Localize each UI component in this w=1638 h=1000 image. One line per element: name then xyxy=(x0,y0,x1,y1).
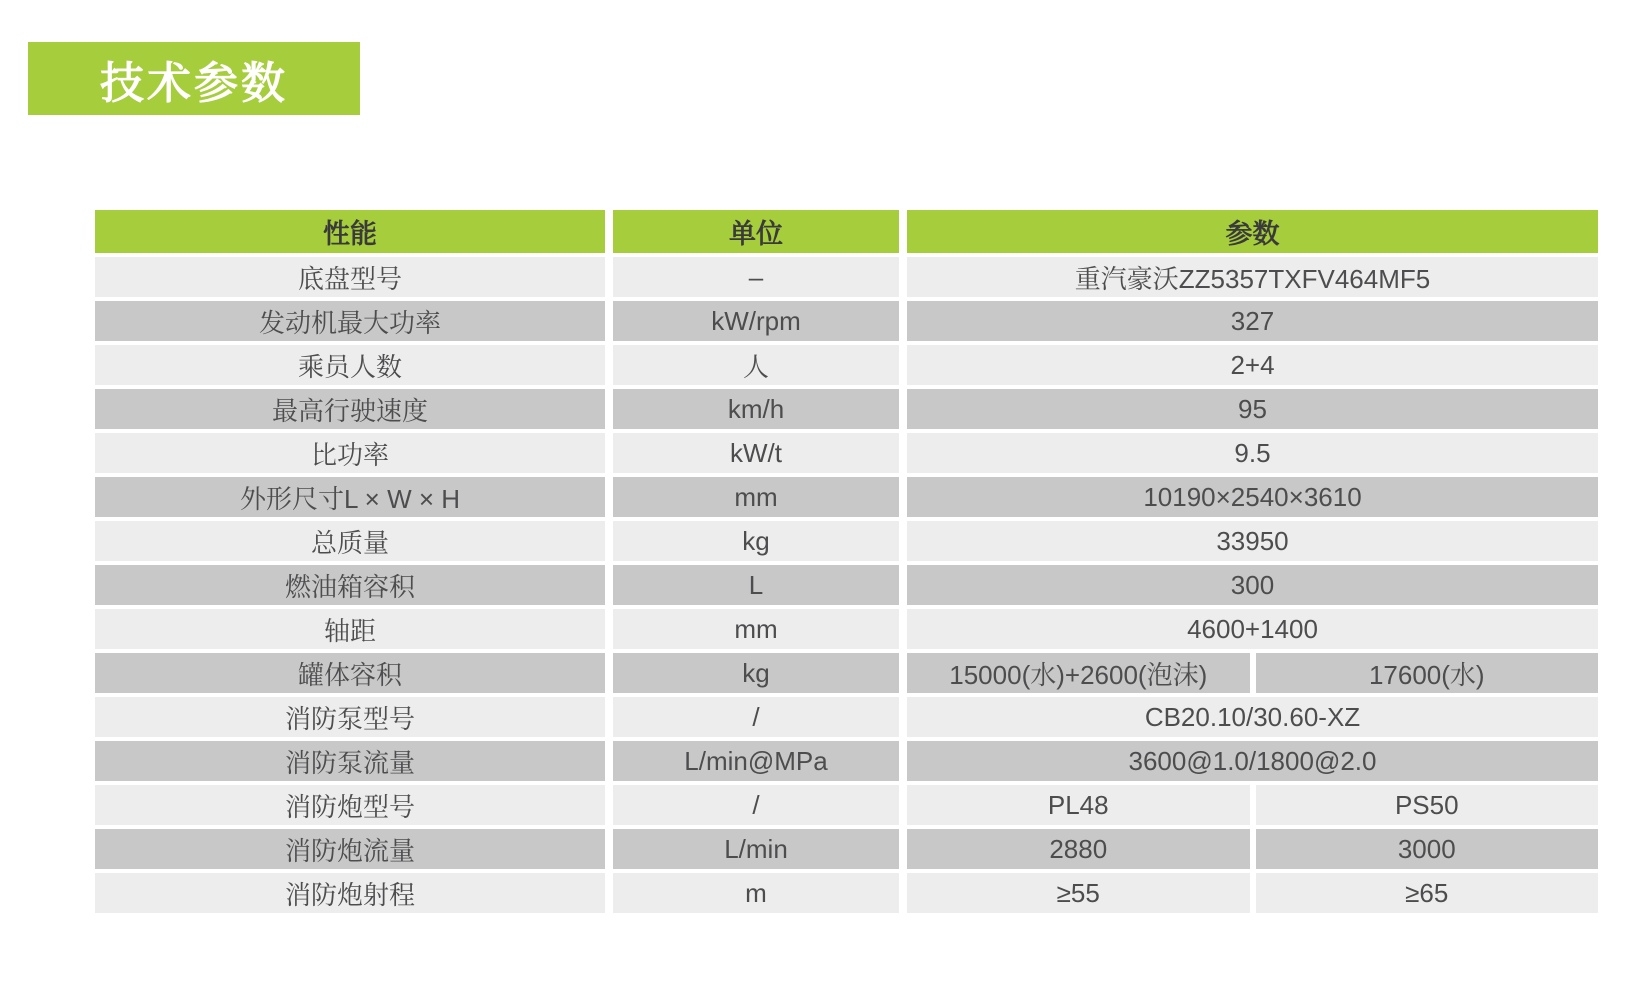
row-value: 10190×2540×3610 xyxy=(907,477,1598,517)
row-value: ≥55 xyxy=(907,873,1250,913)
header-parameter: 参数 xyxy=(907,210,1598,253)
section-title-box xyxy=(28,42,360,115)
row-unit: mm xyxy=(613,609,899,649)
row-unit: / xyxy=(613,697,899,737)
row-value: 3600@1.0/1800@2.0 xyxy=(907,741,1598,781)
row-name: 消防炮型号 xyxy=(95,785,605,825)
row-name: 底盘型号 xyxy=(95,257,605,297)
row-value-split xyxy=(907,829,1598,869)
row-name: 比功率 xyxy=(95,433,605,473)
row-value-split xyxy=(907,873,1598,913)
row-unit: L/min@MPa xyxy=(613,741,899,781)
row-name: 消防泵型号 xyxy=(95,697,605,737)
row-name: 发动机最大功率 xyxy=(95,301,605,341)
row-unit: m xyxy=(613,873,899,913)
row-unit: L xyxy=(613,565,899,605)
row-value: 300 xyxy=(907,565,1598,605)
row-value: 重汽豪沃ZZ5357TXFV464MF5 xyxy=(907,257,1598,297)
row-unit: kg xyxy=(613,653,899,693)
row-unit: L/min xyxy=(613,829,899,869)
row-value: 15000(水)+2600(泡沫) xyxy=(907,653,1250,693)
row-name: 最高行驶速度 xyxy=(95,389,605,429)
header-performance: 性能 xyxy=(95,210,605,253)
row-value-split xyxy=(907,653,1598,693)
row-name: 消防炮流量 xyxy=(95,829,605,869)
row-value: 2880 xyxy=(907,829,1250,869)
row-value: PL48 xyxy=(907,785,1250,825)
row-unit: / xyxy=(613,785,899,825)
row-value: 33950 xyxy=(907,521,1598,561)
row-unit: – xyxy=(613,257,899,297)
row-unit: 人 xyxy=(613,345,899,385)
row-value: 9.5 xyxy=(907,433,1598,473)
row-name: 燃油箱容积 xyxy=(95,565,605,605)
row-unit: kW/t xyxy=(613,433,899,473)
row-name: 消防炮射程 xyxy=(95,873,605,913)
row-name: 消防泵流量 xyxy=(95,741,605,781)
spec-table xyxy=(95,210,1598,913)
row-value: 327 xyxy=(907,301,1598,341)
row-value-split xyxy=(907,785,1598,825)
row-name: 罐体容积 xyxy=(95,653,605,693)
row-name: 乘员人数 xyxy=(95,345,605,385)
section-title: 技术参数 xyxy=(100,58,288,108)
row-value: CB20.10/30.60-XZ xyxy=(907,697,1598,737)
row-value: ≥65 xyxy=(1256,873,1599,913)
row-value: 17600(水) xyxy=(1256,653,1599,693)
row-name: 轴距 xyxy=(95,609,605,649)
row-value: 95 xyxy=(907,389,1598,429)
header-unit: 单位 xyxy=(613,210,899,253)
row-unit: km/h xyxy=(613,389,899,429)
row-value: 3000 xyxy=(1256,829,1599,869)
row-value: 2+4 xyxy=(907,345,1598,385)
row-name: 外形尺寸L × W × H xyxy=(95,477,605,517)
row-unit: kW/rpm xyxy=(613,301,899,341)
row-value: 4600+1400 xyxy=(907,609,1598,649)
row-name: 总质量 xyxy=(95,521,605,561)
row-unit: kg xyxy=(613,521,899,561)
row-value: PS50 xyxy=(1256,785,1599,825)
row-unit: mm xyxy=(613,477,899,517)
